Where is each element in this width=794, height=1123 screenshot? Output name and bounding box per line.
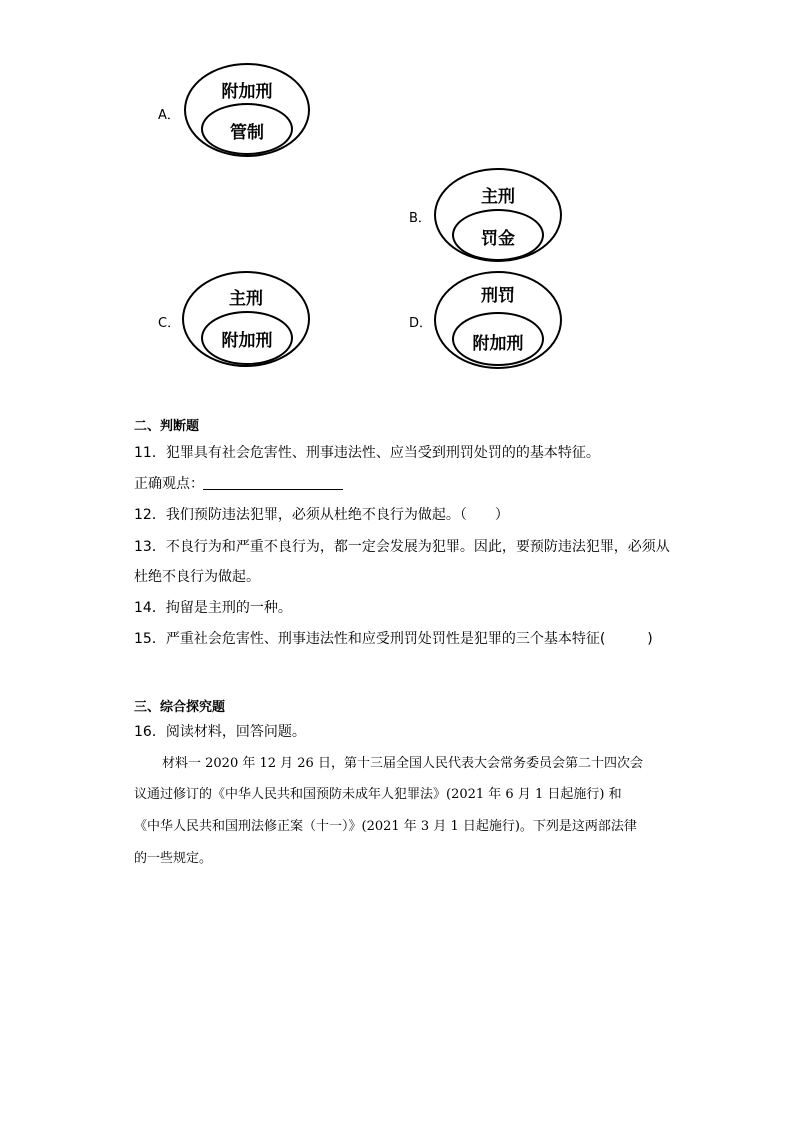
option-b-label: B． (409, 211, 431, 226)
question-11-answer-label: 正确观点： (134, 476, 204, 492)
material-line-2: 议通过修订的《中华人民共和国预防未成年人犯罪法》(2021 年 6 月 1 日起施行) 和 (134, 787, 622, 802)
question-13-line-1: 13．不良行为和严重不良行为，都一定会发展为犯罪。因此，要预防违法犯罪，必须从 (134, 539, 670, 555)
question-15: 15．严重社会危害性、刑事违法性和应受刑罚处罚性是犯罪的三个基本特征( ) (134, 631, 653, 647)
option-d-label: D． (409, 316, 433, 331)
material-line-4: 的一些规定。 (134, 851, 213, 866)
section-title-inquiry: 三、综合探究题 (134, 700, 226, 715)
question-13-line-2: 杜绝不良行为做起。 (134, 569, 260, 585)
option-a-inner-text: 管制 (230, 123, 264, 143)
question-14: 14．拘留是主刑的一种。 (134, 600, 292, 616)
material-line-1: 材料一 2020 年 12 月 26 日，第十三届全国人民代表大会常务委员会第二十四次会 (162, 756, 643, 771)
question-16: 16．阅读材料，回答问题。 (134, 724, 306, 740)
option-a-outer-text: 附加刑 (221, 82, 273, 102)
answer-blank-line[interactable] (203, 489, 343, 490)
question-11: 11．犯罪具有社会危害性、刑事违法性、应当受到刑罚处罚的的基本特征。 (134, 445, 600, 461)
option-c-outer-text: 主刑 (229, 289, 263, 309)
question-12: 12．我们预防违法犯罪，必须从杜绝不良行为做起。（ ） (134, 507, 509, 523)
option-c-label: C． (158, 316, 181, 331)
option-c-inner-text: 附加刑 (221, 331, 273, 351)
option-b-outer-text: 主刑 (481, 187, 515, 207)
material-line-3: 《中华人民共和国刑法修正案（十一）》(2021 年 3 月 1 日起施行)。下列是这两部法律 (134, 819, 637, 834)
section-title-judgment: 二、判断题 (134, 419, 200, 434)
option-a-label: A． (158, 108, 180, 123)
option-b-inner-text: 罚金 (481, 229, 515, 249)
option-d-outer-text: 刑罚 (481, 286, 515, 306)
option-d-inner-text: 附加刑 (472, 334, 524, 354)
